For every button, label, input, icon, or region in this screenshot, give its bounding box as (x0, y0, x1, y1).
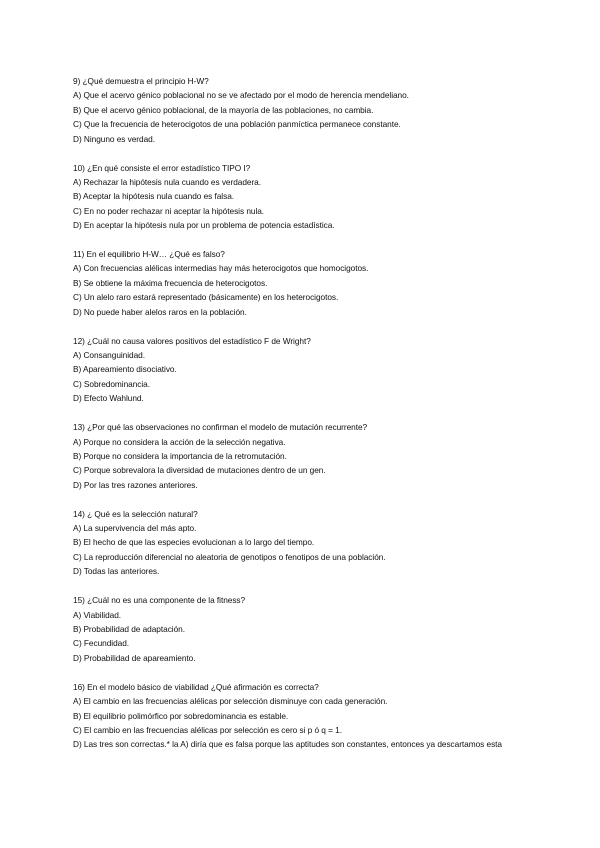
question-11 (73, 247, 528, 319)
question-12 (73, 334, 528, 406)
option-a: A) Que el acervo génico poblacional no se ve afectado por el modo de herencia mendeliano. (73, 90, 409, 101)
question-text: 16) En el modelo básico de viabilidad ¿Qué afirmación es correcta? (73, 681, 319, 692)
question-text: 13) ¿Por qué las observaciones no confirman el modelo de mutación recurrente? (73, 422, 368, 433)
option-c: C) El cambio en las frecuencias alélicas por selección es cero si p ó q = 1. (73, 724, 342, 735)
option-c: C) Un alelo raro estará representado (básicamente) en los heterocigotos. (73, 292, 339, 303)
question-14 (73, 507, 528, 579)
question-13 (73, 420, 528, 492)
option-a: A) Con frecuencias alélicas intermedias hay más heterocigotos que homocigotos. (73, 263, 369, 274)
question-text: 11) En el equilibrio H-W… ¿Qué es falso? (73, 249, 225, 260)
question-9 (73, 74, 528, 146)
option-b: B) El hecho de que las especies evolucionan a lo largo del tiempo. (73, 537, 315, 548)
option-b: B) Que el acervo génico poblacional, de la mayoría de las poblaciones, no cambia. (73, 104, 374, 115)
option-a: A) Viabilidad. (73, 609, 122, 620)
option-a: A) Consanguinidad. (73, 350, 145, 360)
option-a: A) Porque no considera la acción de la selección negativa. (73, 436, 286, 447)
option-d: D) Todas las anteriores. (73, 566, 160, 577)
option-a: A) La supervivencia del más apto. (73, 523, 197, 534)
question-text: 15) ¿Cuál no es una componente de la fitness? (73, 595, 246, 606)
option-b: B) Probabilidad de adaptación. (73, 624, 185, 634)
question-text: 14) ¿ Qué es la selección natural? (73, 508, 198, 519)
question-15 (73, 593, 528, 665)
option-d: D) Por las tres razones anteriores. (73, 479, 198, 490)
option-b: B) El equilibrio polimórfico por sobredominancia es estable. (73, 710, 289, 721)
option-d: D) Probabilidad de apareamiento. (73, 652, 196, 663)
option-b: B) Se obtiene la máxima frecuencia de heterocigotos. (73, 277, 268, 288)
option-c: C) Sobredominancia. (73, 378, 150, 389)
question-10 (73, 161, 528, 233)
option-c: C) Que la frecuencia de heterocigotos de una población panmíctica permanece constante. (73, 119, 401, 130)
question-text: 9) ¿Qué demuestra el principio H-W? (73, 76, 209, 86)
option-b: B) Porque no considera la importancia de la retromutación. (73, 450, 287, 461)
question-text: 12) ¿Cuál no causa valores positivos del estadístico F de Wright? (73, 335, 311, 346)
option-a: A) El cambio en las frecuencias alélicas por selección disminuye con cada generación. (73, 696, 388, 707)
option-c: C) En no poder rechazar ni aceptar la hipótesis nula. (73, 205, 265, 216)
question-16 (73, 680, 528, 752)
option-d: D) En aceptar la hipótesis nula por un problema de potencia estadística. (73, 220, 335, 231)
option-d: D) Efecto Wahlund. (73, 393, 144, 404)
option-c: C) Fecundidad. (73, 638, 130, 649)
question-text: 10) ¿En qué consiste el error estadístico TIPO I? (73, 162, 251, 173)
option-d: D) Ninguno es verdad. (73, 133, 155, 144)
option-c: C) Porque sobrevalora la diversidad de mutaciones dentro de un gen. (73, 465, 326, 476)
option-d: D) No puede haber alelos raros en la población. (73, 306, 247, 317)
option-d: D) Las tres son correctas.* la A) diría que es falsa porque las aptitudes son constantes, entonces ya descartamos esta (73, 739, 502, 750)
option-c: C) La reproducción diferencial no aleatoria de genotipos o fenotipos de una población. (73, 551, 386, 562)
option-b: B) Apareamiento disociativo. (73, 364, 177, 375)
option-b: B) Aceptar la hipótesis nula cuando es falsa. (73, 191, 235, 202)
option-a: A) Rechazar la hipótesis nula cuando es verdadera. (73, 176, 261, 187)
